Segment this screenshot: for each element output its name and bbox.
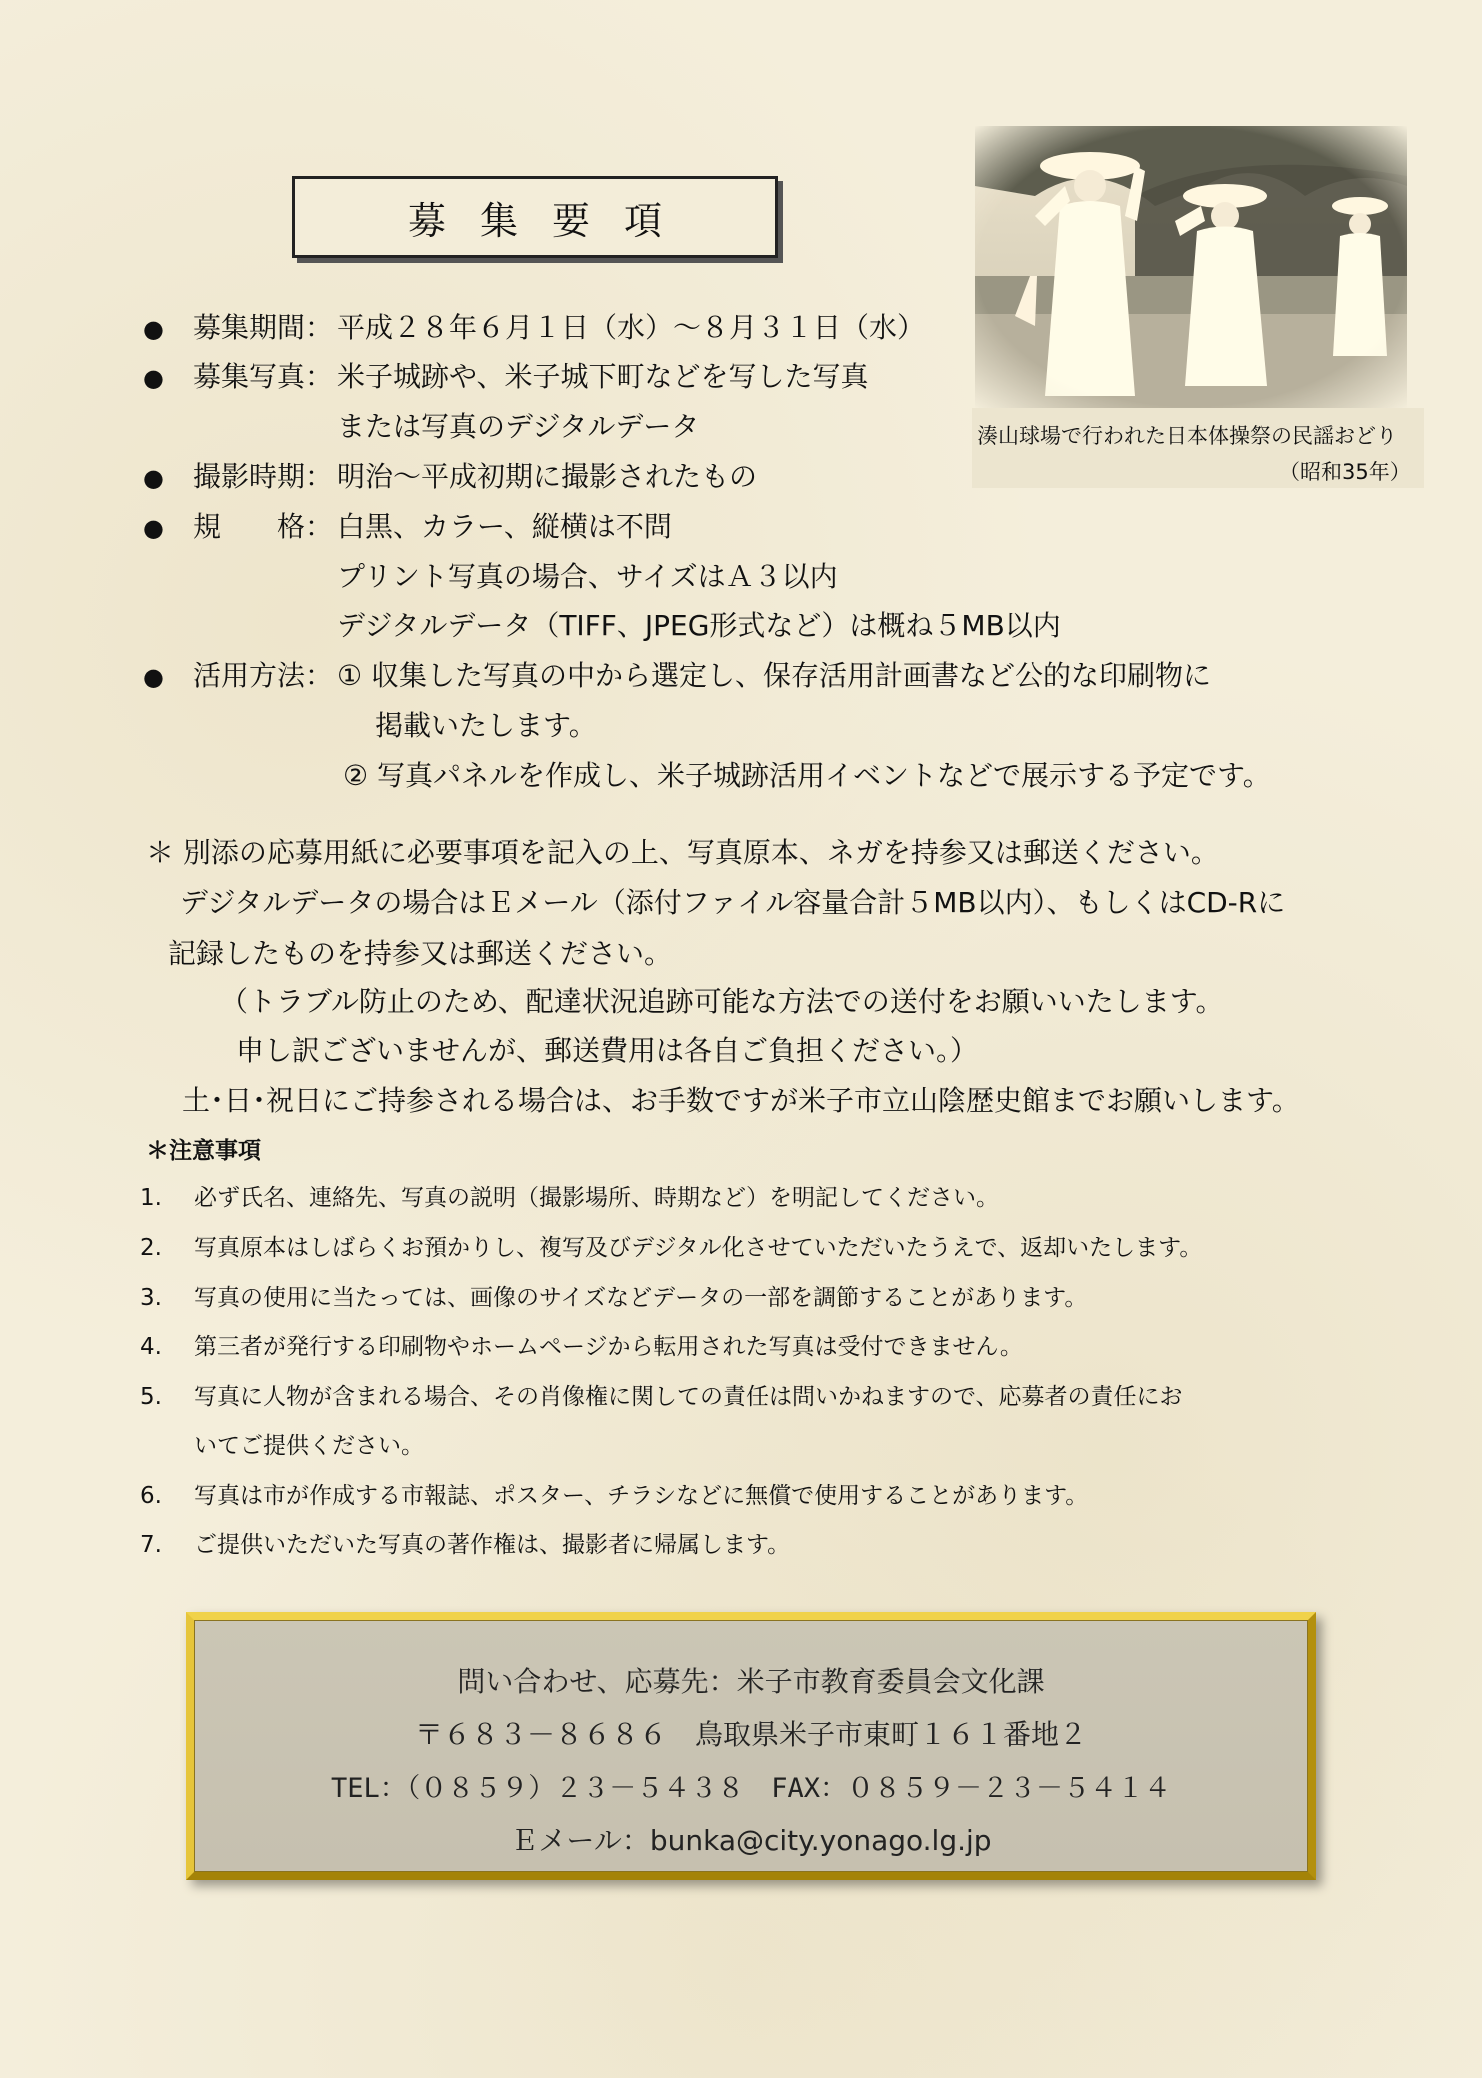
photos-value: 米子城跡や、米子城下町などを写した写真 (337, 360, 869, 393)
contact-phone-fax: TEL：（０８５９）２３－５４３８ FAX：０８５９－２３－５４１４ (330, 1773, 1172, 1804)
note-number: 4. (140, 1334, 162, 1360)
period-value: 平成２８年６月１日（水）～８月３１日（水） (337, 311, 926, 344)
note-number: 5. (140, 1384, 162, 1410)
note-item: 写真原本はしばらくお預かりし、複写及びデジタル化させていただいたうえで、返却いたします。 (194, 1235, 1203, 1261)
spec-value: プリント写真の場合、サイズはＡ３以内 (337, 560, 838, 593)
note-number: 6. (140, 1483, 162, 1509)
note-item: 写真の使用に当たっては、画像のサイズなどデータの一部を調節することがあります。 (194, 1285, 1088, 1311)
period-label: 募集期間： (193, 311, 334, 344)
notes-heading: ＊注意事項 (146, 1138, 261, 1164)
note-item: 写真に人物が含まれる場合、その肖像権に関しての責任は問いかねますので、応募者の責任にお (194, 1384, 1183, 1410)
contact-address: 〒６８３－８６８６ 鳥取県米子市東町１６１番地２ (414, 1718, 1087, 1751)
note-number: 1. (140, 1185, 162, 1211)
spec-label: 規 格： (193, 510, 334, 543)
note-item: 必ず氏名、連絡先、写真の説明（撮影場所、時期など）を明記してください。 (194, 1185, 999, 1211)
note-item: 写真は市が作成する市報誌、ポスター、チラシなどに無償で使用することがあります。 (194, 1483, 1089, 1509)
submission-line: （トラブル防止のため、配達状況追跡可能な方法での送付をお願いいたします。 (220, 985, 1224, 1018)
photos-label: 募集写真： (193, 360, 334, 393)
note-item: 第三者が発行する印刷物やホームページから転用された写真は受付できません。 (194, 1334, 1023, 1360)
photo-caption-line1: 湊山球場で行われた日本体操祭の民謡おどり (977, 424, 1397, 448)
usage-label: 活用方法： (193, 659, 334, 692)
usage-value: 掲載いたします。 (375, 709, 597, 742)
submission-line: 記録したものを持参又は郵送ください。 (168, 937, 673, 970)
photo-caption-line2: （昭和35年） (1279, 460, 1411, 484)
note-number: 2. (140, 1235, 162, 1261)
timeframe-value: 明治～平成初期に撮影されたもの (337, 460, 758, 493)
submission-line: 土･日･祝日にご持参される場合は、お手数ですが米子市立山陰歴史館までお願いします。 (182, 1084, 1300, 1117)
submission-line: デジタルデータの場合はＥメール（添付ファイル容量合計５MB以内）、もしくはCD-Rに (180, 886, 1286, 919)
page-title: 募集要項 (292, 176, 778, 258)
bullet-icon: ● (143, 315, 164, 343)
photo-caption-box (972, 408, 1424, 488)
contact-heading: 問い合わせ、応募先：米子市教育委員会文化課 (457, 1665, 1045, 1698)
photo-illustration (975, 126, 1407, 408)
timeframe-label: 撮影時期： (193, 460, 334, 493)
submission-line: ＊ 別添の応募用紙に必要事項を記入の上、写真原本、ネガを持参又は郵送ください。 (146, 836, 1219, 869)
note-number: 7. (140, 1532, 162, 1558)
spec-value: 白黒、カラー、縦横は不問 (337, 510, 672, 543)
festival-photo (975, 126, 1407, 408)
contact-box (186, 1612, 1316, 1880)
contact-email[interactable]: Ｅメール：bunka@city.yonago.lg.jp (510, 1824, 992, 1857)
bullet-icon: ● (143, 464, 164, 492)
usage-value: ② 写真パネルを作成し、米子城跡活用イベントなどで展示する予定です。 (343, 759, 1271, 792)
bullet-icon: ● (143, 364, 164, 392)
bullet-icon: ● (143, 663, 164, 691)
submission-line: 申し訳ございませんが、郵送費用は各自ご負担ください。） (236, 1034, 979, 1067)
note-item-continued: いてご提供ください。 (194, 1433, 424, 1459)
note-number: 3. (140, 1285, 162, 1311)
bullet-icon: ● (143, 514, 164, 542)
spec-value: デジタルデータ（TIFF、JPEG形式など）は概ね５MB以内 (337, 609, 1061, 642)
usage-value: ① 収集した写真の中から選定し、保存活用計画書など公的な印刷物に (337, 659, 1212, 692)
note-item: ご提供いただいた写真の著作権は、撮影者に帰属します。 (194, 1532, 791, 1558)
photos-value: または写真のデジタルデータ (337, 410, 700, 443)
